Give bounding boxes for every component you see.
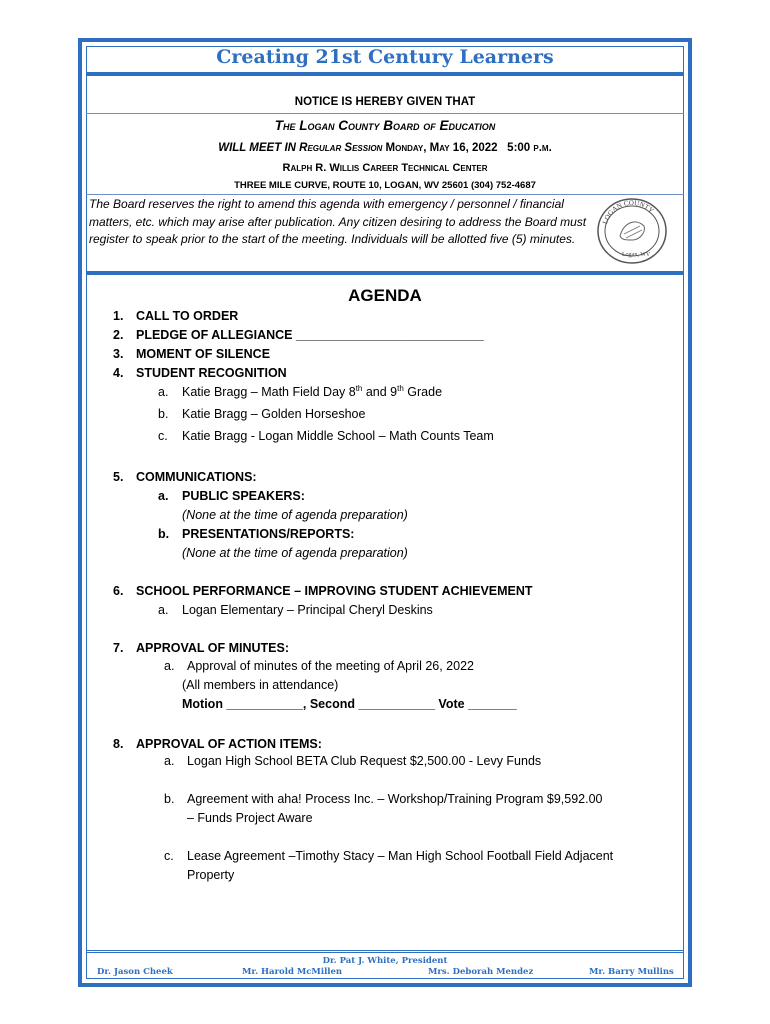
action-item-b: b. Agreement with aha! Process Inc. – Workshop/Training Program $9,592.00	[164, 792, 603, 806]
page-title: Creating 21st Century Learners	[216, 46, 554, 68]
performance-a: a. Logan Elementary – Principal Cheryl Deskins	[158, 603, 433, 617]
county-seal-icon	[594, 196, 670, 266]
agenda-divider	[86, 271, 684, 275]
action-item-b-cont: – Funds Project Aware	[187, 811, 313, 825]
notice-line: NOTICE IS HEREBY GIVEN THAT	[294, 96, 476, 108]
agenda-item-8: 8. APPROVAL OF ACTION ITEMS:	[113, 737, 322, 751]
svg-text:LOGAN COUNTY: LOGAN COUNTY	[601, 198, 656, 226]
agenda-item-4: 4. STUDENT RECOGNITION	[113, 366, 287, 380]
agenda-heading: AGENDA	[348, 286, 422, 305]
communications-b-note: (None at the time of agenda preparation)	[182, 546, 408, 560]
meeting-info: WILL MEET IN Regular Session Monday, May 16, 2022 5:00 p.m.	[218, 142, 552, 154]
action-item-a: a. Logan High School BETA Club Request $2,500.00 - Levy Funds	[164, 754, 542, 768]
footer-president: Dr. Pat J. White, President	[322, 956, 448, 966]
recognition-b: b. Katie Bragg – Golden Horseshoe	[158, 407, 366, 421]
minutes-vote-line: Motion ___________, Second ___________ Vote _______	[182, 697, 517, 711]
title-divider	[86, 72, 684, 76]
disclaimer-text: The Board reserves the right to amend this agenda with emergency / personnel / financial matters, etc. which may arise after publication. Any citizen desiring to address the Board must register to speak prior to the start of the meeting. Individuals will be allotted five (5) minutes.	[89, 197, 587, 246]
communications-b: b. PRESENTATIONS/REPORTS:	[158, 527, 355, 541]
agenda-item-2: 2. PLEDGE OF ALLEGIANCE ___________________________	[113, 328, 484, 342]
agenda-item-7: 7. APPROVAL OF MINUTES:	[113, 641, 290, 655]
footer-member-4: Mr. Barry Mullins	[589, 967, 674, 977]
footer-member-1: Dr. Jason Cheek	[97, 967, 173, 977]
communications-a: a. PUBLIC SPEAKERS:	[158, 489, 305, 503]
recognition-a: a. Katie Bragg – Math Field Day 8th and 9th Grade	[158, 384, 443, 399]
footer-member-3: Mrs. Deborah Mendez	[428, 967, 534, 977]
footer-divider	[86, 950, 684, 953]
action-item-c: c. Lease Agreement –Timothy Stacy – Man High School Football Field Adjacent	[164, 849, 614, 863]
agenda-item-5: 5. COMMUNICATIONS:	[113, 470, 257, 484]
agenda-item-6: 6. SCHOOL PERFORMANCE – IMPROVING STUDENT ACHIEVEMENT	[113, 584, 533, 598]
board-name: The Logan County Board of Education	[274, 118, 496, 133]
action-item-c-cont: Property	[187, 868, 235, 882]
notice-divider	[86, 113, 684, 114]
minutes-a: a. Approval of minutes of the meeting of April 26, 2022	[164, 659, 474, 673]
agenda-item-1: 1. CALL TO ORDER	[113, 309, 239, 323]
agenda-item-3: 3. MOMENT OF SILENCE	[113, 347, 271, 361]
recognition-c: c. Katie Bragg - Logan Middle School – Math Counts Team	[158, 429, 494, 443]
svg-text:Logan, WV: Logan, WV	[622, 252, 651, 258]
address-divider	[86, 194, 684, 195]
meeting-location: Ralph R. Willis Career Technical Center	[282, 162, 488, 174]
footer-member-2: Mr. Harold McMillen	[242, 967, 343, 977]
communications-a-note: (None at the time of agenda preparation)	[182, 508, 408, 522]
minutes-attendance: (All members in attendance)	[182, 678, 339, 692]
meeting-address: THREE MILE CURVE, ROUTE 10, LOGAN, WV 25601 (304) 752-4687	[234, 180, 536, 191]
